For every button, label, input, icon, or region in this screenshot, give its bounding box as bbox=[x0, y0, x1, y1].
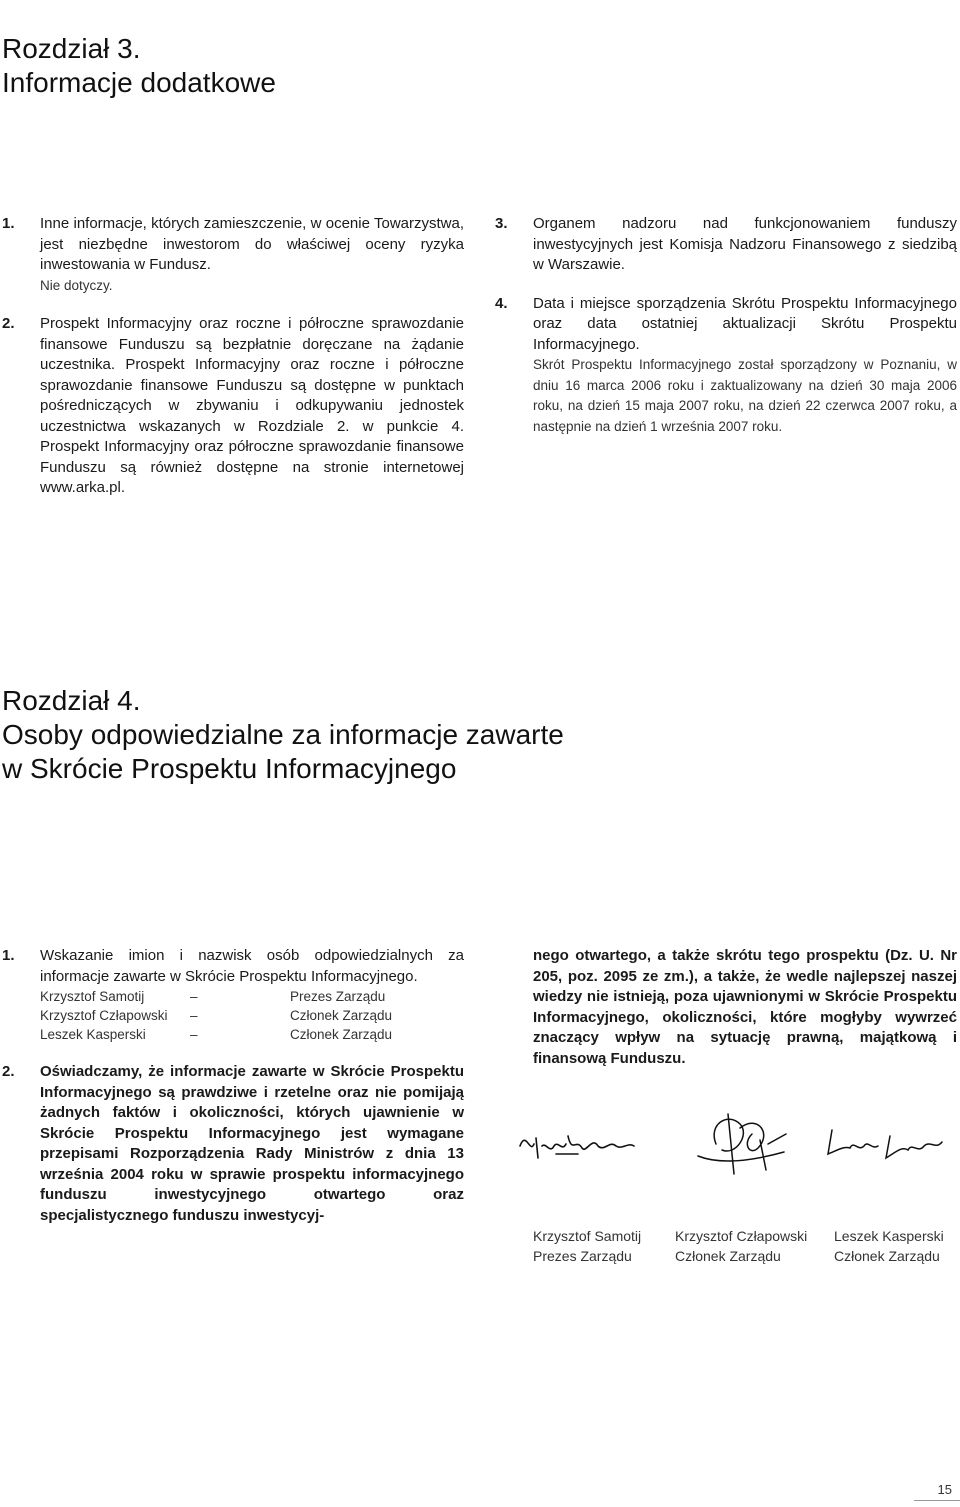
chapter-3-title: Rozdział 3. bbox=[2, 33, 141, 64]
chapter-4-title: Rozdział 4. bbox=[2, 685, 141, 716]
item-number: 4. bbox=[495, 294, 508, 312]
signature-kasperski-image bbox=[824, 1124, 946, 1166]
page-number-rule bbox=[914, 1500, 960, 1501]
item-number: 3. bbox=[495, 215, 508, 232]
person-role: Prezes Zarządu bbox=[290, 989, 386, 1004]
signature-role: Członek Zarządu bbox=[834, 1248, 940, 1264]
person-name: Krzysztof Samotij bbox=[40, 989, 145, 1004]
item-number: 2. bbox=[2, 315, 15, 332]
chapter-3-left-column bbox=[2, 214, 464, 499]
list-item bbox=[495, 294, 957, 438]
item-body bbox=[533, 294, 957, 438]
list-item bbox=[2, 314, 464, 499]
person-row bbox=[40, 1025, 464, 1044]
signature-samotij-image bbox=[516, 1124, 650, 1170]
signature-role: Członek Zarządu bbox=[675, 1248, 781, 1264]
signature-role: Prezes Zarządu bbox=[533, 1248, 632, 1264]
person-role: Członek Zarządu bbox=[290, 1027, 393, 1042]
list-item bbox=[2, 946, 464, 1044]
chapter-3-subtitle: Informacje dodatkowe bbox=[2, 67, 276, 99]
list-item bbox=[2, 1062, 464, 1226]
item-number: 1. bbox=[2, 947, 15, 964]
item-text: Inne informacje, których zamieszczenie, w ocenie Towarzystwa, jest niezbędne inwestorom do właściwej oceny ryzyka inwestowania w Fundusz. bbox=[40, 215, 464, 273]
item-number: 1. bbox=[2, 215, 15, 232]
person-role: Członek Zarządu bbox=[290, 1008, 393, 1023]
signature-caption-samotij bbox=[533, 1226, 641, 1266]
chapter-4-subtitle-line2: w Skrócie Prospektu Informacyjnego bbox=[2, 753, 457, 785]
signature-name: Krzysztof Samotij bbox=[533, 1228, 642, 1244]
signature-caption-kasperski bbox=[834, 1226, 944, 1266]
person-dash: – bbox=[190, 1027, 198, 1042]
item-note: Nie dotyczy. bbox=[40, 277, 113, 293]
item-number: 2. bbox=[2, 1063, 15, 1080]
item-note: Skrót Prospektu Informacyjnego został sporządzony w Poznaniu, w dniu 16 marca 2006 roku i zaktualizowany na dzień 30 maja 2006 roku, na dzień 15 maja 2007 roku, na dzień 22 czerwca 2007 roku, a następnie na dzień 1 września 2007 roku. bbox=[533, 357, 957, 434]
item-text: Prospekt Informacyjny oraz roczne i półroczne sprawozdanie finansowe Funduszu są bezpłatnie doręczane na żądanie uczestnika. Prospekt Informacyjny oraz roczne i półroczne sprawozdanie finansowe Funduszu są dostępne w punktach pośredniczących w zbywaniu i odkupywaniu jednostek uczestnictwa wskazanych w Rozdziale 2. w punkcie 4. Prospekt Informacyjny oraz półroczne sprawozdanie finansowe Funduszu są również dostępne na stronie internetowej www.arka.pl. bbox=[40, 315, 464, 496]
person-dash: – bbox=[190, 989, 198, 1004]
chapter-3-right-column bbox=[495, 214, 957, 437]
chapter-4-left-column bbox=[2, 946, 464, 1226]
signature-name: Leszek Kasperski bbox=[834, 1228, 944, 1244]
item-text: Oświadczamy, że informacje zawarte w Skrócie Prospektu Informacyjnego są prawdziwe i rzetelne oraz nie pomijają żadnych faktów i okoliczności, których ujawnienie w Skrócie Prospektu Informacyjnego jest wymagane przepisami Rozporządzenia Rady Ministrów z dnia 13 września 2004 roku w sprawie prospektu informacyjnego funduszu inwestycyjnego otwartego oraz specjalistycznego funduszu inwestycyj- bbox=[40, 1063, 464, 1224]
chapter-4-heading bbox=[2, 684, 564, 786]
item-text: Organem nadzoru nad funkcjonowaniem funduszy inwestycyjnych jest Komisja Nadzoru Finansowego z siedzibą w Warszawie. bbox=[533, 215, 957, 273]
signature-name: Krzysztof Człapowski bbox=[675, 1228, 808, 1244]
list-item bbox=[495, 214, 957, 276]
signature-czlapowski-image bbox=[688, 1104, 806, 1180]
person-dash: – bbox=[190, 1008, 198, 1023]
chapter-4-subtitle-line1: Osoby odpowiedzialne za informacje zawarte bbox=[2, 719, 564, 751]
item-body bbox=[40, 946, 464, 1044]
page-number: 15 bbox=[937, 1482, 952, 1497]
person-name: Krzysztof Człapowski bbox=[40, 1008, 168, 1023]
list-item bbox=[2, 214, 464, 296]
item-text: Wskazanie imion i nazwisk osób odpowiedzialnych za informacje zawarte w Skrócie Prospektu Informacyjnego. bbox=[40, 947, 464, 985]
person-name: Leszek Kasperski bbox=[40, 1027, 146, 1042]
signature-caption-czlapowski bbox=[675, 1226, 807, 1266]
person-row bbox=[40, 987, 464, 1006]
chapter-3-heading bbox=[2, 32, 276, 100]
person-row bbox=[40, 1006, 464, 1025]
chapter-4-right-column: nego otwartego, a także skrótu tego prospektu (Dz. U. Nr 205, poz. 2095 ze zm.), a także, że wedle najlepszej naszej wiedzy nie istnieją, poza ujawnionymi w Skrócie Prospektu Informacyjnego, okoliczności, które mogłyby wywrzeć znaczący wpływ na sytuację prawną, majątkową i finansową Funduszu. bbox=[533, 947, 957, 1067]
item-body bbox=[40, 214, 464, 296]
item-text: Data i miejsce sporządzenia Skrótu Prospektu Informacyjnego oraz data ostatniej aktualizacji Skrótu Prospektu Informacyjnego. bbox=[533, 294, 957, 353]
